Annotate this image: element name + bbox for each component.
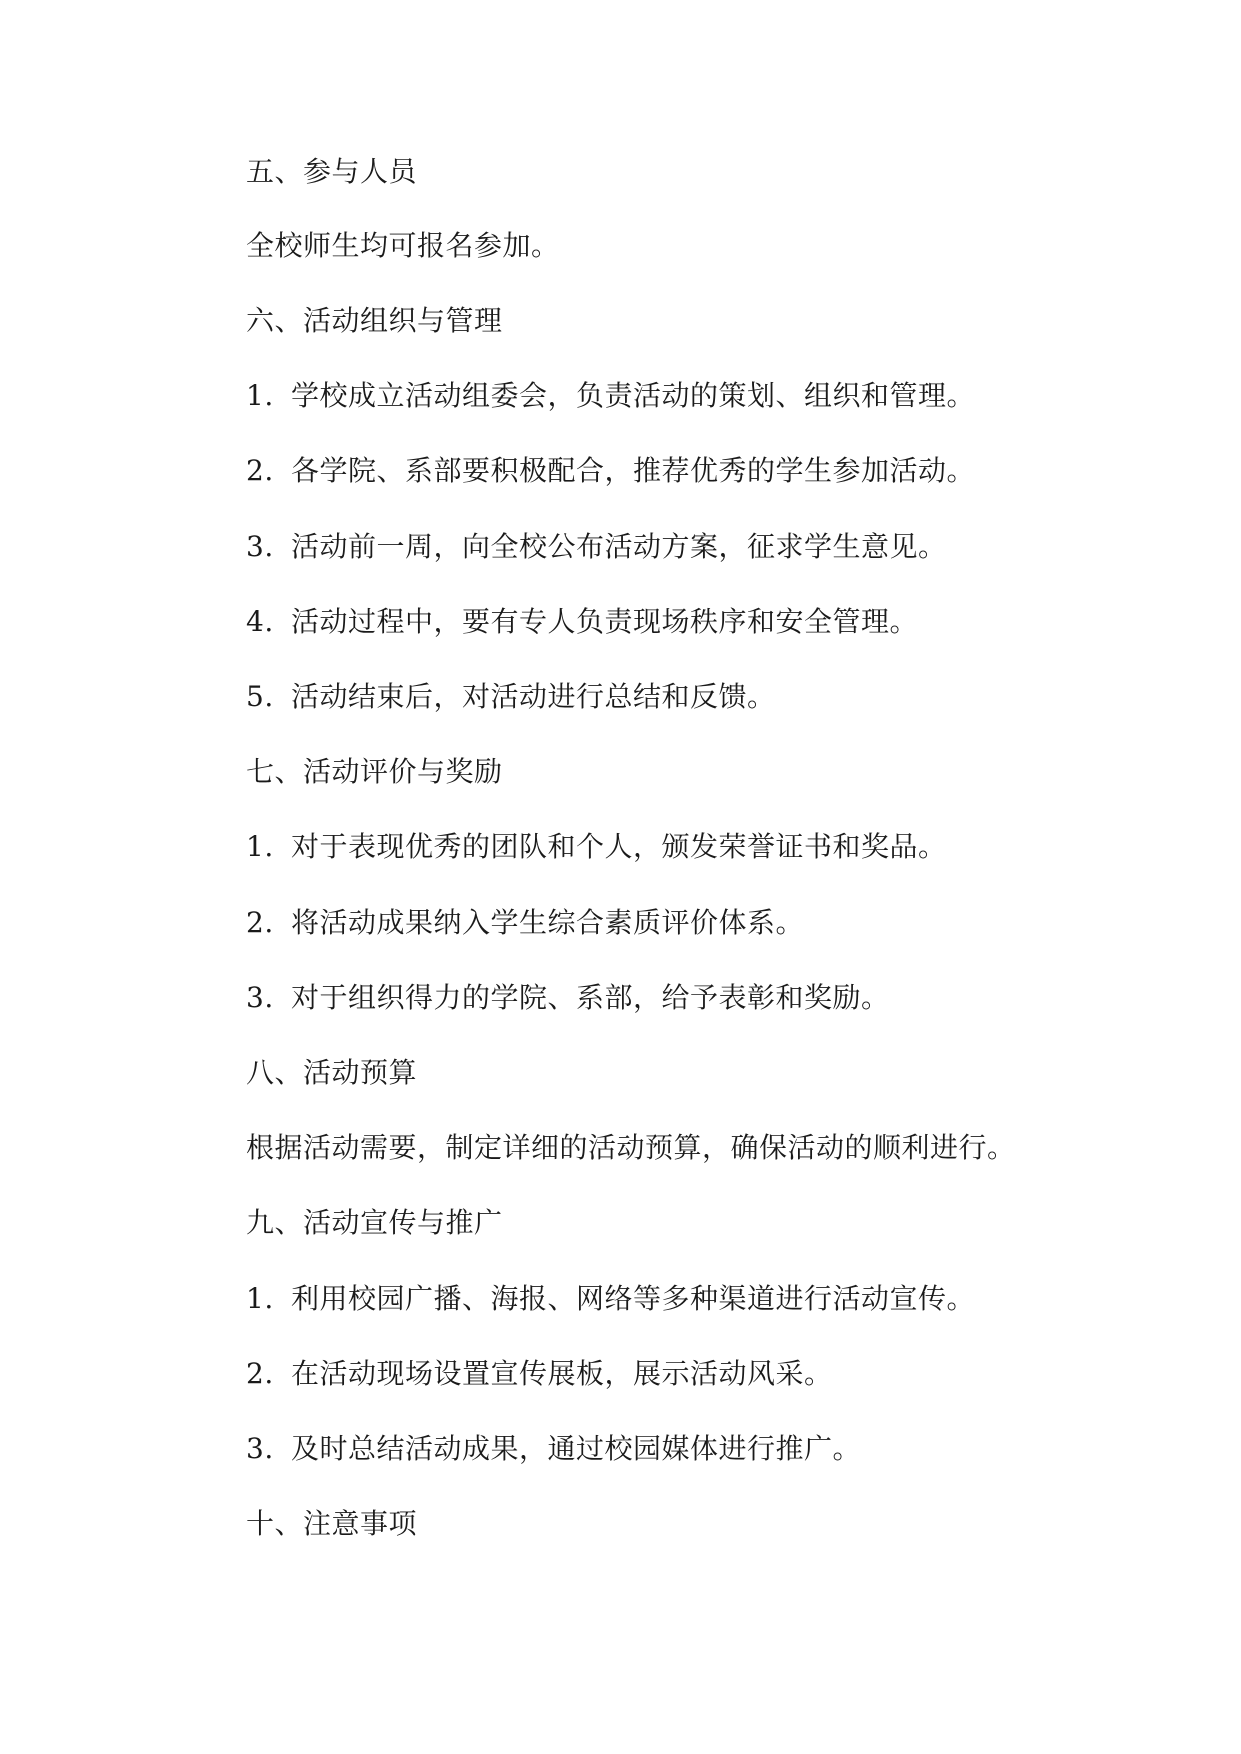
list-item-text: 在活动现场设置宣传展板，展示活动风采。 [291,1357,833,1390]
section-heading: 七、活动评价与奖励 [246,755,503,788]
list-item-number: 2. [246,1357,274,1390]
list-item [246,376,975,416]
list-item-text: 各学院、系部要积极配合，推荐优秀的学生参加活动。 [291,454,976,487]
list-item [246,677,776,717]
list-item-number: 2. [246,906,274,939]
list-item-text: 活动前一周，向全校公布活动方案，征求学生意见。 [291,530,947,563]
list-item [246,451,975,491]
section-heading: 九、活动宣传与推广 [246,1206,503,1239]
list-item [246,978,890,1018]
list-item-number: 2. [246,454,274,487]
list-item-number: 1. [246,1282,274,1315]
list-item [246,827,947,867]
section-heading: 五、参与人员 [246,155,418,188]
list-item-number: 3. [246,1432,274,1465]
section-heading: 六、活动组织与管理 [246,304,503,337]
list-item-number: 5. [246,680,274,713]
list-item [246,1279,975,1319]
section-heading: 八、活动预算 [246,1056,418,1089]
section-paragraph: 根据活动需要，制定详细的活动预算，确保活动的顺利进行。 [246,1131,1016,1164]
list-item [246,903,804,943]
list-item-number: 1. [246,830,274,863]
list-item-text: 学校成立活动组委会，负责活动的策划、组织和管理。 [291,379,976,412]
list-item-text: 将活动成果纳入学生综合素质评价体系。 [291,906,805,939]
list-item [246,1429,861,1469]
list-item-number: 4. [246,605,274,638]
list-item-text: 活动过程中，要有专人负责现场秩序和安全管理。 [291,605,919,638]
section-paragraph: 全校师生均可报名参加。 [246,229,560,262]
list-item-text: 对于组织得力的学院、系部，给予表彰和奖励。 [291,981,890,1014]
list-item-number: 3. [246,530,274,563]
list-item [246,602,918,642]
list-item-text: 对于表现优秀的团队和个人，颁发荣誉证书和奖品。 [291,830,947,863]
list-item [246,1354,833,1394]
list-item-text: 活动结束后，对活动进行总结和反馈。 [291,680,776,713]
list-item-number: 3. [246,981,274,1014]
list-item-text: 利用校园广播、海报、网络等多种渠道进行活动宣传。 [291,1282,976,1315]
list-item-text: 及时总结活动成果，通过校园媒体进行推广。 [291,1432,862,1465]
section-heading: 十、注意事项 [246,1507,418,1540]
list-item [246,527,947,567]
list-item-number: 1. [246,379,274,412]
